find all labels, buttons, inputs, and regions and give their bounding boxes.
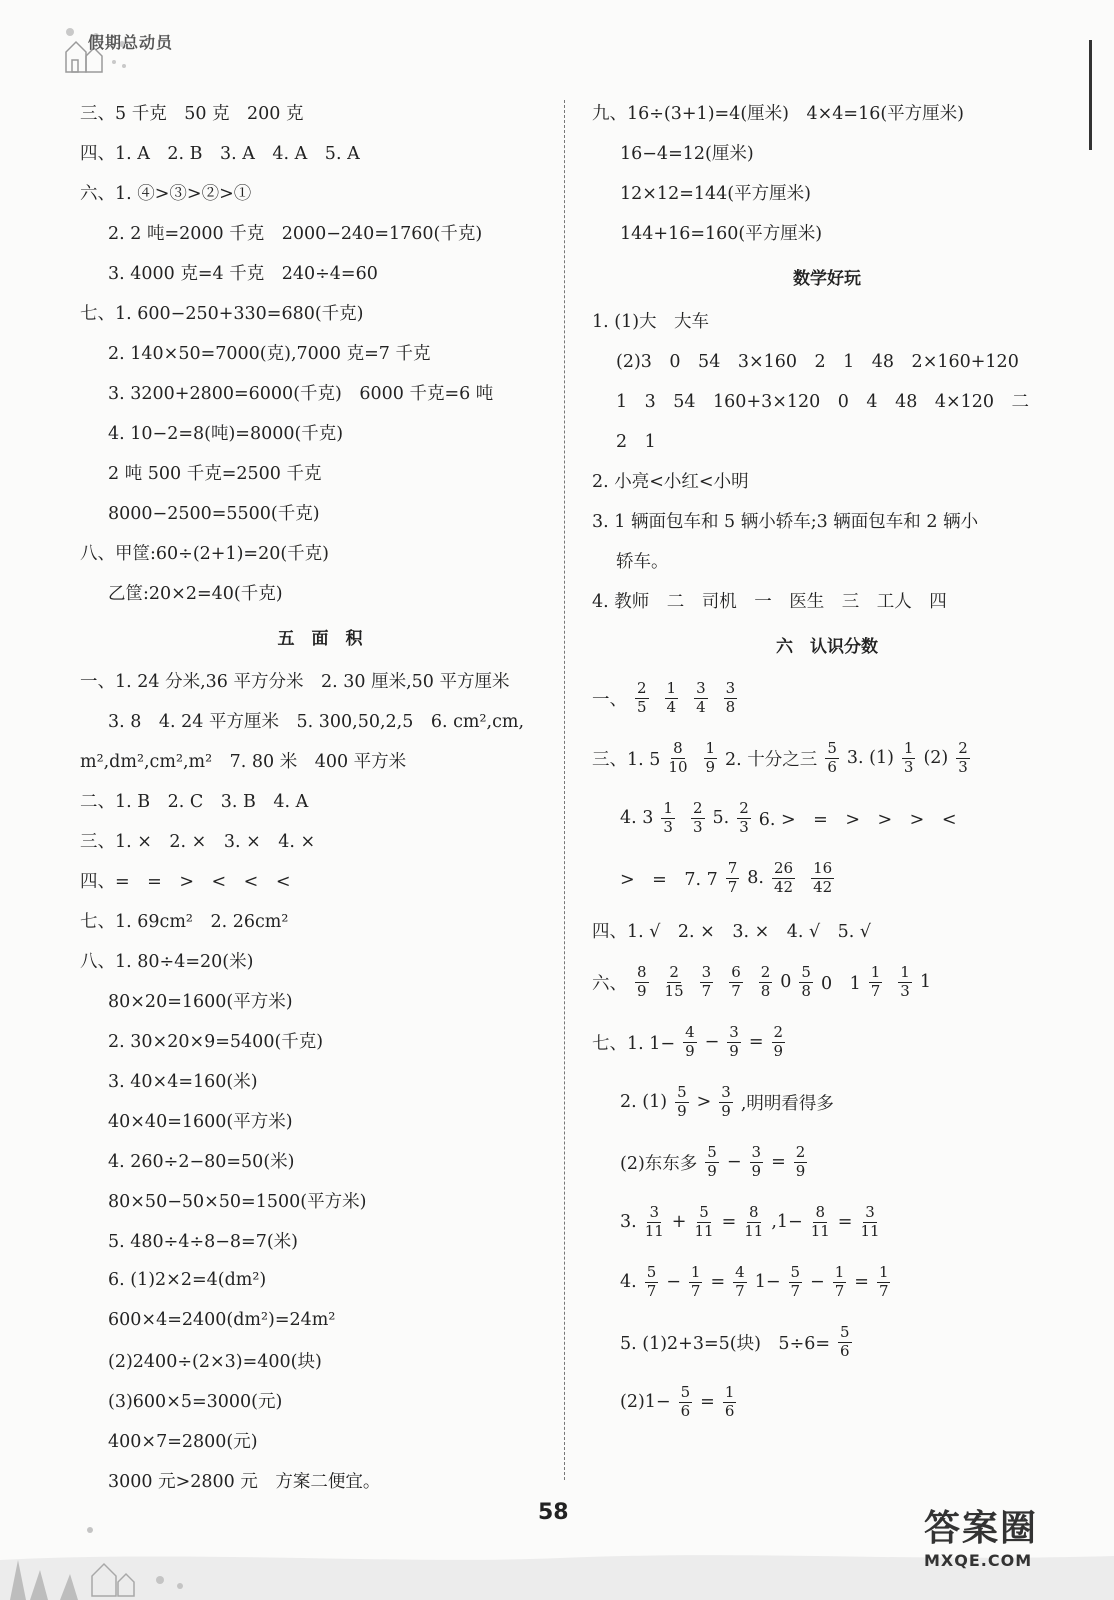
- fraction: $\frac{1}{7}$: [690, 1263, 701, 1300]
- answer-line: 16−4=12(厘米): [620, 143, 754, 164]
- binding-edge: [1089, 40, 1092, 150]
- answer-line: (2)3 0 54 3×160 2 1 48 2×160+120: [616, 351, 1019, 372]
- answer-line: 2 1: [616, 431, 656, 452]
- answer-line: 3000 元>2800 元 方案二便宜。: [108, 1471, 381, 1492]
- answer-line: (2)2400÷(2×3)=400(块): [108, 1351, 322, 1372]
- answer-line: 4. 10−2=8(吨)=8000(千克): [108, 423, 344, 444]
- fraction: $\frac{1}{7}$: [878, 1263, 889, 1300]
- fraction: $\frac{2}{8}$: [760, 963, 771, 1000]
- right-column: [592, 92, 1062, 1432]
- answer-line: 4. 教师 二 司机 一 医生 三 工人 四: [592, 591, 947, 612]
- fraction: $\frac{8}{11}$: [810, 1203, 830, 1240]
- fraction: $\frac{2}{9}$: [773, 1023, 784, 1060]
- answer-line: 2. 140×50=7000(克),7000 克=7 千克: [108, 343, 431, 364]
- fraction: $\frac{3}{4}$: [696, 679, 706, 716]
- answer-line: 六、1. ④>③>②>①: [80, 183, 252, 204]
- fraction: $\frac{5}{7}$: [790, 1263, 801, 1300]
- fraction: $\frac{3}{8}$: [725, 679, 736, 716]
- answer-line: 40×40=1600(平方米): [108, 1111, 293, 1132]
- fraction: $\frac{5}{6}$: [827, 739, 837, 776]
- answer-line: 四、1. A 2. B 3. A 4. A 5. A: [80, 143, 360, 164]
- fraction: $\frac{16}{42}$: [813, 859, 833, 896]
- fraction: $\frac{3}{7}$: [701, 963, 712, 1000]
- section-title: 六 认识分数: [776, 636, 878, 657]
- answer-line: 三、1. 5 $\frac{8}{10}$ $\frac{1}{9}$ 2. 十分之三 $\frac{5}{6}$ 3. (1) $\frac{1}{3}$ (2) $\frac{2}{3}$: [592, 739, 968, 776]
- answer-line: 8000−2500=5500(千克): [108, 503, 320, 524]
- fraction: $\frac{8}{9}$: [637, 963, 647, 1000]
- fraction: $\frac{5}{11}$: [694, 1203, 714, 1240]
- fraction: $\frac{5}{6}$: [840, 1323, 850, 1360]
- watermark-logo: [924, 1500, 1084, 1580]
- answer-line: 3. $\frac{3}{11}$ + $\frac{5}{11}$ = $\frac{8}{11}$ ,1− $\frac{8}{11}$ = $\frac{3}{11}$: [620, 1203, 880, 1240]
- answer-line: 三、1. × 2. × 3. × 4. ×: [80, 831, 316, 852]
- fraction: $\frac{1}{7}$: [834, 1263, 845, 1300]
- fraction: $\frac{5}{9}$: [707, 1143, 717, 1180]
- answer-line: 2 吨 500 千克=2500 千克: [108, 463, 322, 484]
- answer-line: 5. (1)2+3=5(块) 5÷6= $\frac{5}{6}$: [620, 1323, 850, 1360]
- fraction: $\frac{26}{42}$: [773, 859, 794, 896]
- fraction: $\frac{5}{8}$: [801, 963, 811, 1000]
- answer-line: 六、 $\frac{8}{9}$ $\frac{2}{15}$ $\frac{3}{7}$ $\frac{6}{7}$ $\frac{2}{8}$ 0 $\frac{5}{8}$ 0 1 $\frac{1}{7}$ $\frac{1}{3}$ 1: [592, 963, 931, 1000]
- answer-line: 6. (1)2×2=4(dm²): [108, 1270, 267, 1290]
- header-title: 假期总动员: [88, 33, 174, 52]
- fraction: $\frac{6}{7}$: [731, 963, 741, 1000]
- fraction: $\frac{3}{11}$: [860, 1203, 880, 1240]
- fraction: $\frac{8}{11}$: [744, 1203, 764, 1240]
- answer-line: (3)600×5=3000(元): [108, 1391, 283, 1412]
- fraction: $\frac{3}{9}$: [721, 1083, 731, 1120]
- answer-line: 80×50−50×50=1500(平方米): [108, 1191, 367, 1212]
- answer-line: 三、5 千克 50 克 200 克: [80, 103, 304, 124]
- fraction: $\frac{2}{3}$: [739, 799, 749, 836]
- answer-line: > = 7. 7 $\frac{7}{7}$ 8. $\frac{26}{42}$ $\frac{16}{42}$: [620, 859, 833, 896]
- answer-line: 4. 3 $\frac{1}{3}$ $\frac{2}{3}$ 5. $\frac{2}{3}$ 6. > = > > > <: [620, 799, 957, 836]
- answer-line: (2)1− $\frac{5}{6}$ = $\frac{1}{6}$: [620, 1383, 735, 1420]
- answer-line: 5. 480÷4÷8−8=7(米): [108, 1231, 299, 1252]
- fraction: $\frac{2}{5}$: [637, 679, 647, 716]
- answer-line: 3. 40×4=160(米): [108, 1071, 258, 1092]
- answer-line: 2. 2 吨=2000 千克 2000−240=1760(千克): [108, 223, 483, 244]
- fraction: $\frac{3}{11}$: [644, 1203, 664, 1240]
- watermark-text: 答案圈: [924, 1508, 1039, 1549]
- fraction: $\frac{1}{4}$: [666, 679, 677, 716]
- answer-line: 一、1. 24 分米,36 平方分米 2. 30 厘米,50 平方厘米: [80, 671, 510, 692]
- fraction: $\frac{5}{7}$: [646, 1263, 657, 1300]
- fraction: $\frac{3}{9}$: [751, 1143, 762, 1180]
- fraction: $\frac{1}{6}$: [724, 1383, 735, 1420]
- answer-line: 3. 3200+2800=6000(千克) 6000 千克=6 吨: [108, 383, 494, 404]
- answer-line: 七、1. 600−250+330=680(千克): [80, 303, 364, 324]
- fraction: $\frac{3}{9}$: [729, 1023, 739, 1060]
- fraction: $\frac{1}{3}$: [900, 963, 910, 1000]
- fraction: $\frac{1}{3}$: [903, 739, 914, 776]
- answer-line: 12×12=144(平方厘米): [620, 183, 811, 204]
- fraction: $\frac{2}{3}$: [692, 799, 703, 836]
- fraction: $\frac{5}{6}$: [680, 1383, 691, 1420]
- answer-line: 144+16=160(平方厘米): [620, 223, 823, 244]
- answer-line: 九、16÷(3+1)=4(厘米) 4×4=16(平方厘米): [592, 103, 964, 124]
- fraction: $\frac{8}{10}$: [668, 739, 688, 776]
- fraction: $\frac{1}{9}$: [705, 739, 716, 776]
- fraction: $\frac{4}{9}$: [685, 1023, 695, 1060]
- column-divider: [564, 100, 565, 1480]
- answer-line: 2. 30×20×9=5400(千克): [108, 1031, 324, 1052]
- answer-line: 80×20=1600(平方米): [108, 991, 293, 1012]
- answer-line: 1 3 54 160+3×120 0 4 48 4×120 二: [616, 391, 1030, 412]
- watermark-url: MXQE.COM: [924, 1551, 1033, 1570]
- answer-line: 4. 260÷2−80=50(米): [108, 1151, 295, 1172]
- answer-line: 八、甲筐:60÷(2+1)=20(千克): [80, 543, 329, 564]
- answer-line: 2. 小亮<小红<小明: [592, 471, 749, 492]
- fraction: $\frac{1}{3}$: [663, 799, 673, 836]
- fraction: $\frac{2}{9}$: [795, 1143, 806, 1180]
- fraction: $\frac{5}{9}$: [677, 1083, 687, 1120]
- answer-line: 二、1. B 2. C 3. B 4. A: [80, 791, 309, 812]
- answer-line: 轿车。: [616, 551, 669, 572]
- answer-line: m²,dm²,cm²,m² 7. 80 米 400 平方米: [80, 751, 407, 772]
- fraction: $\frac{1}{7}$: [870, 963, 881, 1000]
- answer-line: 2. (1) $\frac{5}{9}$ > $\frac{3}{9}$ ,明明看得多: [620, 1083, 834, 1120]
- answer-line: 七、1. 69cm² 2. 26cm²: [80, 911, 289, 932]
- answer-line: 一、 $\frac{2}{5}$ $\frac{1}{4}$ $\frac{3}{4}$ $\frac{3}{8}$: [592, 679, 736, 716]
- answer-line: (2)东东多 $\frac{5}{9}$ − $\frac{3}{9}$ = $\frac{2}{9}$: [620, 1143, 806, 1180]
- fraction: $\frac{7}{7}$: [727, 859, 738, 896]
- answer-line: 四、= = > < < <: [80, 871, 291, 892]
- page-number: 58: [538, 1500, 569, 1525]
- left-column: [80, 92, 560, 1500]
- fraction: $\frac{2}{15}$: [664, 963, 684, 1000]
- section-title: 数学好玩: [793, 268, 861, 289]
- fraction: $\frac{4}{7}$: [735, 1263, 745, 1300]
- answer-line: 3. 8 4. 24 平方厘米 5. 300,50,2,5 6. cm²,cm,: [108, 711, 525, 732]
- answer-line: 四、1. √ 2. × 3. × 4. √ 5. √: [592, 921, 872, 942]
- answer-line: 1. (1)大 大车: [592, 311, 710, 332]
- section-title: 五 面 积: [277, 628, 363, 649]
- answer-line: 八、1. 80÷4=20(米): [80, 951, 254, 972]
- answer-line: 4. $\frac{5}{7}$ − $\frac{1}{7}$ = $\frac{4}{7}$ 1− $\frac{5}{7}$ − $\frac{1}{7}$ = $\frac{1}{7}$: [620, 1263, 889, 1300]
- answer-line: 七、1. 1− $\frac{4}{9}$ − $\frac{3}{9}$ = $\frac{2}{9}$: [592, 1023, 784, 1060]
- fraction: $\frac{2}{3}$: [958, 739, 968, 776]
- answer-line: 400×7=2800(元): [108, 1431, 258, 1452]
- answer-line: 3. 4000 克=4 千克 240÷4=60: [108, 263, 378, 284]
- answer-line: 600×4=2400(dm²)=24m²: [108, 1310, 336, 1330]
- answer-line: 3. 1 辆面包车和 5 辆小轿车;3 辆面包车和 2 辆小: [592, 511, 979, 532]
- answer-line: 乙筐:20×2=40(千克): [108, 583, 283, 604]
